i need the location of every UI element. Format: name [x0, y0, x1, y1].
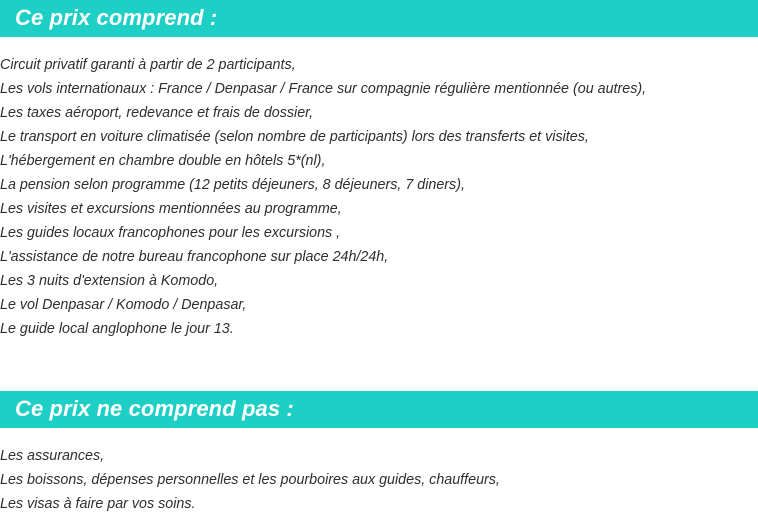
list-item: L'hébergement en chambre double en hôtels 5*(nl),	[0, 153, 326, 169]
list-item: Les visites et excursions mentionnées au programme,	[0, 201, 342, 217]
price-excludes-title: Ce prix ne comprend pas :	[15, 396, 294, 421]
list-item: Le guide local anglophone le jour 13.	[0, 321, 234, 337]
list-item: Les guides locaux francophones pour les excursions ,	[0, 225, 341, 241]
list-item: Les assurances,	[0, 448, 105, 464]
list-item: Les taxes aéroport, redevance et frais de dossier,	[0, 105, 314, 121]
price-excludes-list	[0, 444, 500, 516]
list-item: L'assistance de notre bureau francophone sur place 24h/24h,	[0, 249, 389, 265]
price-includes-header	[0, 0, 758, 37]
list-item: Les visas à faire par vos soins.	[0, 496, 196, 512]
list-item: Le vol Denpasar / Komodo / Denpasar,	[0, 297, 247, 313]
list-item: Les vols internationaux : France / Denpasar / France sur compagnie régulière mentionnée (ou autres),	[0, 81, 647, 97]
list-item: Le transport en voiture climatisée (selon nombre de participants) lors des transferts et visites,	[0, 129, 589, 145]
list-item: Les boissons, dépenses personnelles et les pourboires aux guides, chauffeurs,	[0, 472, 500, 488]
price-includes-title: Ce prix comprend :	[15, 5, 218, 30]
price-includes-list	[0, 53, 646, 341]
list-item: La pension selon programme (12 petits déjeuners, 8 déjeuners, 7 diners),	[0, 177, 465, 193]
list-item: Les 3 nuits d'extension à Komodo,	[0, 273, 219, 289]
list-item: Circuit privatif garanti à partir de 2 participants,	[0, 57, 296, 73]
price-excludes-header	[0, 391, 758, 428]
